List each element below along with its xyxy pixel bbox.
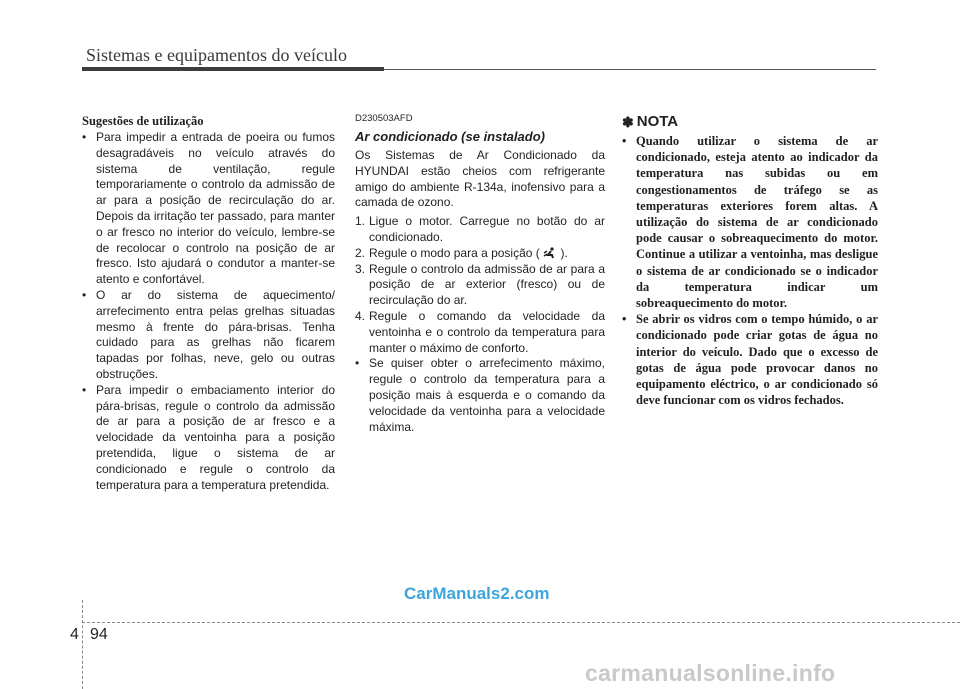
footer-vertical-rule — [82, 600, 83, 689]
list-item: • Quando utilizar o sistema de ar condicionado, esteja atento ao indicador da temperatura nas subidas ou em congestionamentos de tráfego se as temperaturas exteriores forem altas. A utilização do sistema de ar condicionado pode causar o sobreaquecimento do motor. Continue a utilizar a ventoinha, mas desligue o sistema de ar condicionado se o indicador da temperatura indicar um sobreaquecimento do motor. — [622, 134, 878, 311]
bullet-icon: • — [82, 130, 87, 144]
step-item: 1. Ligue o motor. Carregue no botão do ar condicionado. — [355, 214, 605, 244]
air-conditioning-intro: Os Sistemas de Ar Condicionado da HYUNDAI estão cheios com refrigerante amigo do ambiente R-134a, inofensivo para a camada de ozono. — [355, 148, 605, 210]
page-number — [70, 626, 108, 644]
page-number-value: 94 — [90, 626, 108, 643]
watermark-carmanualsonline: carmanualsonline.info — [585, 660, 836, 686]
column-air-conditioning — [355, 113, 605, 435]
header-bar — [82, 67, 384, 71]
list-item: • Para impedir o embaciamento interior do pára-brisas, regule o controlo da admissão de ar para a posição de ar fresco e a velocidade da ventoinha para a posição pretendida, ligue o sistema de ar condicionado e regule o controlo da temperatura para a temperatura pretendida. — [82, 382, 335, 492]
page-header-title: Sistemas e equipamentos do veículo — [86, 45, 347, 65]
cooling-tips-list — [355, 356, 605, 435]
header-rule — [384, 69, 876, 70]
bullet-icon: • — [82, 287, 87, 302]
bullet-icon: • — [82, 382, 87, 397]
usage-tips-heading: Sugestões de utilização — [82, 114, 204, 128]
list-item: • Para impedir a entrada de poeira ou fumos desagradáveis no veículo através do sistema de ventilação, regule temporariamente o controlo da admissão de ar para a posição de recirculação do ar. Depois da irritação ter passado, para manter o ar fresco no interior do veículo, lembre-se de recolocar o controlo na posição de ar fresco. Isto ajudará o condutor a manter-se atento e confortável. — [82, 130, 335, 287]
usage-tips-list — [82, 130, 335, 493]
floor-mode-icon — [543, 247, 557, 259]
column-usage-tips — [82, 113, 335, 493]
bullet-icon: • — [355, 356, 360, 371]
list-item: • O ar do sistema de aquecimento/ arrefecimento entra pelas grelhas situadas mesmo à frente do pára-brisas. Tenha cuidado para as grelhas não ficarem tapadas por folhas, neve, gelo ou outras obstruções. — [82, 287, 335, 381]
footer-rule — [82, 622, 960, 623]
step-item: 4. Regule o comando da velocidade da ventoinha e o controlo da temperatura para manter o máximo de conforto. — [355, 308, 605, 355]
list-item: • Se quiser obter o arrefecimento máximo, regule o controlo da temperatura para a posição mais à esquerda e o comando da velocidade da ventoinha para a velocidade máxima. — [355, 356, 605, 434]
note-heading: ✽ NOTA — [622, 113, 679, 130]
note-list — [622, 133, 878, 408]
step-item: 3. Regule o controlo da admissão de ar para a posição de ar exterior (fresco) ou de recirculação do ar. — [355, 261, 605, 308]
step-item: 2. Regule o modo para a posição ( ). — [355, 245, 568, 260]
note-star-icon: ✽ — [622, 114, 634, 130]
section-code: D230503AFD — [355, 113, 413, 124]
list-item: • Se abrir os vidros com o tempo húmido, o ar condicionado pode criar gotas de água no interior do veículo. Dado que o excesso de gotas de água pode provocar danos no equipamento eléctrico, o ar condicionado só deve funcionar com os vidros fechados. — [622, 312, 878, 408]
air-conditioning-steps — [355, 214, 605, 356]
column-note — [622, 113, 878, 408]
bullet-icon: • — [622, 312, 627, 327]
bullet-icon: • — [622, 134, 627, 148]
air-conditioning-title: Ar condicionado (se instalado) — [355, 129, 545, 144]
section-number: 4 — [70, 626, 79, 643]
watermark-carmanuals2: CarManuals2.com — [404, 584, 550, 603]
